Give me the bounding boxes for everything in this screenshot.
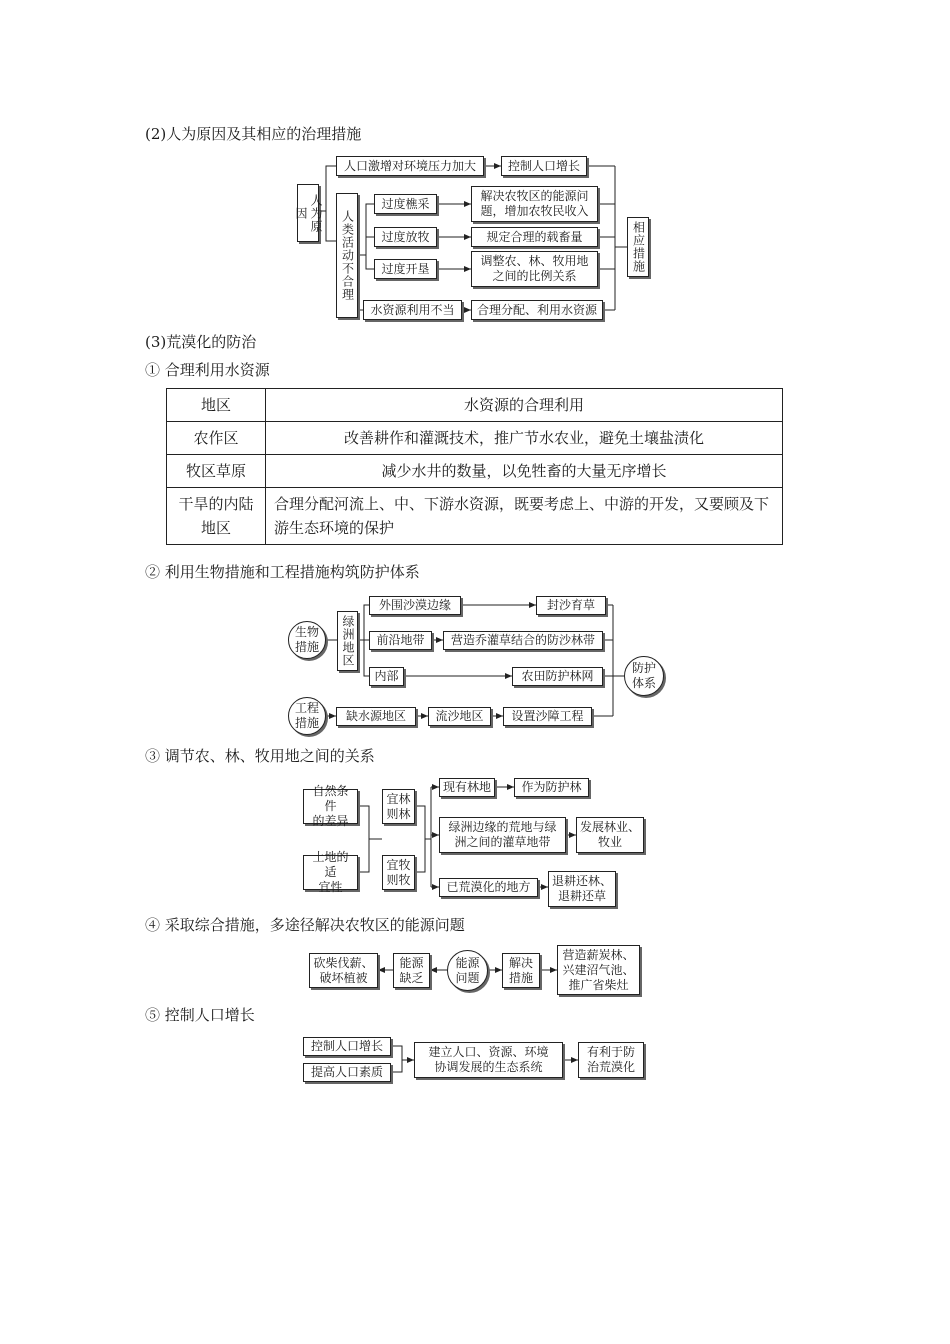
firewood-cutting-box: 砍柴伐薪、 破坏植被: [309, 953, 378, 988]
control-population-box: 控制人口增长: [501, 156, 587, 176]
heading-water-use: ① 合理利用水资源: [145, 361, 270, 379]
heading-human-causes: (2)人为原因及其相应的治理措施: [145, 125, 362, 143]
pasture-suitable-box: 宜牧 则牧: [382, 855, 415, 890]
land-suitability-box: 土地的适 宜性: [303, 855, 358, 890]
table-header-water-use: 水资源的合理利用: [266, 389, 783, 422]
water-allocation-measure-box: 合理分配、利用水资源: [471, 300, 603, 320]
overcutting-box: 过度樵采: [374, 194, 437, 214]
control-growth-box: 控制人口增长: [303, 1037, 391, 1056]
energy-shortage-box: 能源 缺乏: [393, 953, 430, 988]
table-row: [167, 422, 783, 455]
protection-system-circle: 防护 体系: [624, 656, 664, 696]
bio-measures-circle: 生物 措施: [288, 621, 326, 659]
return-farmland-box: 退耕还林、 退耕还草: [548, 871, 616, 907]
sand-barrier-box: 设置沙障工程: [503, 707, 592, 726]
overcultivation-box: 过度开垦: [374, 259, 437, 279]
existing-forest-box: 现有林地: [439, 778, 495, 797]
front-zone-box: 前沿地带: [369, 631, 432, 650]
table-cell-measure: 减少水井的数量，以免牲畜的大量无序增长: [266, 455, 783, 488]
shelterbelt-box: 营造乔灌草结合的防沙林带: [443, 631, 603, 650]
improve-quality-box: 提高人口素质: [303, 1063, 391, 1082]
population-pressure-box: 人口激增对环境压力加大: [336, 156, 484, 176]
table-header-region: 地区: [167, 389, 266, 422]
combat-desertification-box: 有利于防 治荒漠化: [578, 1042, 644, 1078]
oasis-edge-zone-box: 绿洲边缘的荒地与绿 洲之间的灌草地带: [439, 817, 566, 853]
heading-land-use: ③ 调节农、林、牧用地之间的关系: [145, 747, 375, 765]
energy-problem-circle: 能源 问题: [447, 950, 488, 991]
table-cell-measure: 改善耕作和灌溉技术，推广节水农业，避免土壤盐渍化: [266, 422, 783, 455]
interior-box: 内部: [369, 667, 404, 686]
water-resource-table: [166, 388, 783, 545]
table-cell-region: 农作区: [167, 422, 266, 455]
land-ratio-measure-box: 调整农、林、牧用地 之间的比例关系: [471, 251, 598, 287]
table-cell-region: 干旱的内陆地区: [167, 488, 266, 545]
oasis-area-box: 绿洲地区: [337, 611, 358, 671]
heading-protection-system: ② 利用生物措施和工程措施构筑防护体系: [145, 563, 420, 581]
water-shortage-area-box: 缺水源地区: [336, 707, 416, 726]
quicksand-area-box: 流沙地区: [428, 707, 491, 726]
irrational-activity-box: 人类活动不合理: [336, 193, 358, 318]
energy-income-measure-box: 解决农牧区的能源问 题，增加农牧民收入: [471, 186, 598, 222]
sand-sealing-box: 封沙育草: [536, 596, 606, 615]
heading-energy: ④ 采取综合措施，多途径解决农牧区的能源问题: [145, 916, 465, 934]
overgrazing-box: 过度放牧: [374, 227, 437, 247]
corresponding-measures-box: 相应措施: [627, 217, 649, 277]
desertified-land-box: 已荒漠化的地方: [439, 878, 538, 897]
forest-suitable-box: 宜林 则林: [382, 789, 415, 824]
develop-forestry-box: 发展林业、 牧业: [576, 817, 644, 853]
water-misuse-box: 水资源利用不当: [363, 300, 462, 320]
ecosystem-box: 建立人口、资源、环境 协调发展的生态系统: [414, 1042, 563, 1078]
table-row: [167, 488, 783, 545]
solution-measures-box: 解决 措施: [502, 953, 540, 988]
table-header-row: [167, 389, 783, 422]
table-cell-measure: 合理分配河流上、中、下游水资源，既要考虑上、中游的开发，又要顾及下游生态环境的保护: [266, 488, 783, 545]
natural-difference-box: 自然条件 的差异: [303, 789, 358, 824]
farmland-shelter-net-box: 农田防护林网: [512, 667, 603, 686]
heading-prevention: (3)荒漠化的防治: [145, 333, 257, 351]
table-cell-region: 牧区草原: [167, 455, 266, 488]
desert-edge-box: 外围沙漠边缘: [369, 596, 461, 615]
human-causes-box: 人为原因: [297, 184, 319, 242]
table-row: [167, 455, 783, 488]
heading-population: ⑤ 控制人口增长: [145, 1006, 255, 1024]
engineering-measures-circle: 工程 措施: [288, 697, 326, 735]
energy-actions-box: 营造薪炭林、 兴建沼气池、 推广省柴灶: [557, 945, 640, 995]
as-shelter-forest-box: 作为防护林: [514, 778, 589, 797]
grazing-capacity-measure-box: 规定合理的载畜量: [471, 227, 598, 247]
